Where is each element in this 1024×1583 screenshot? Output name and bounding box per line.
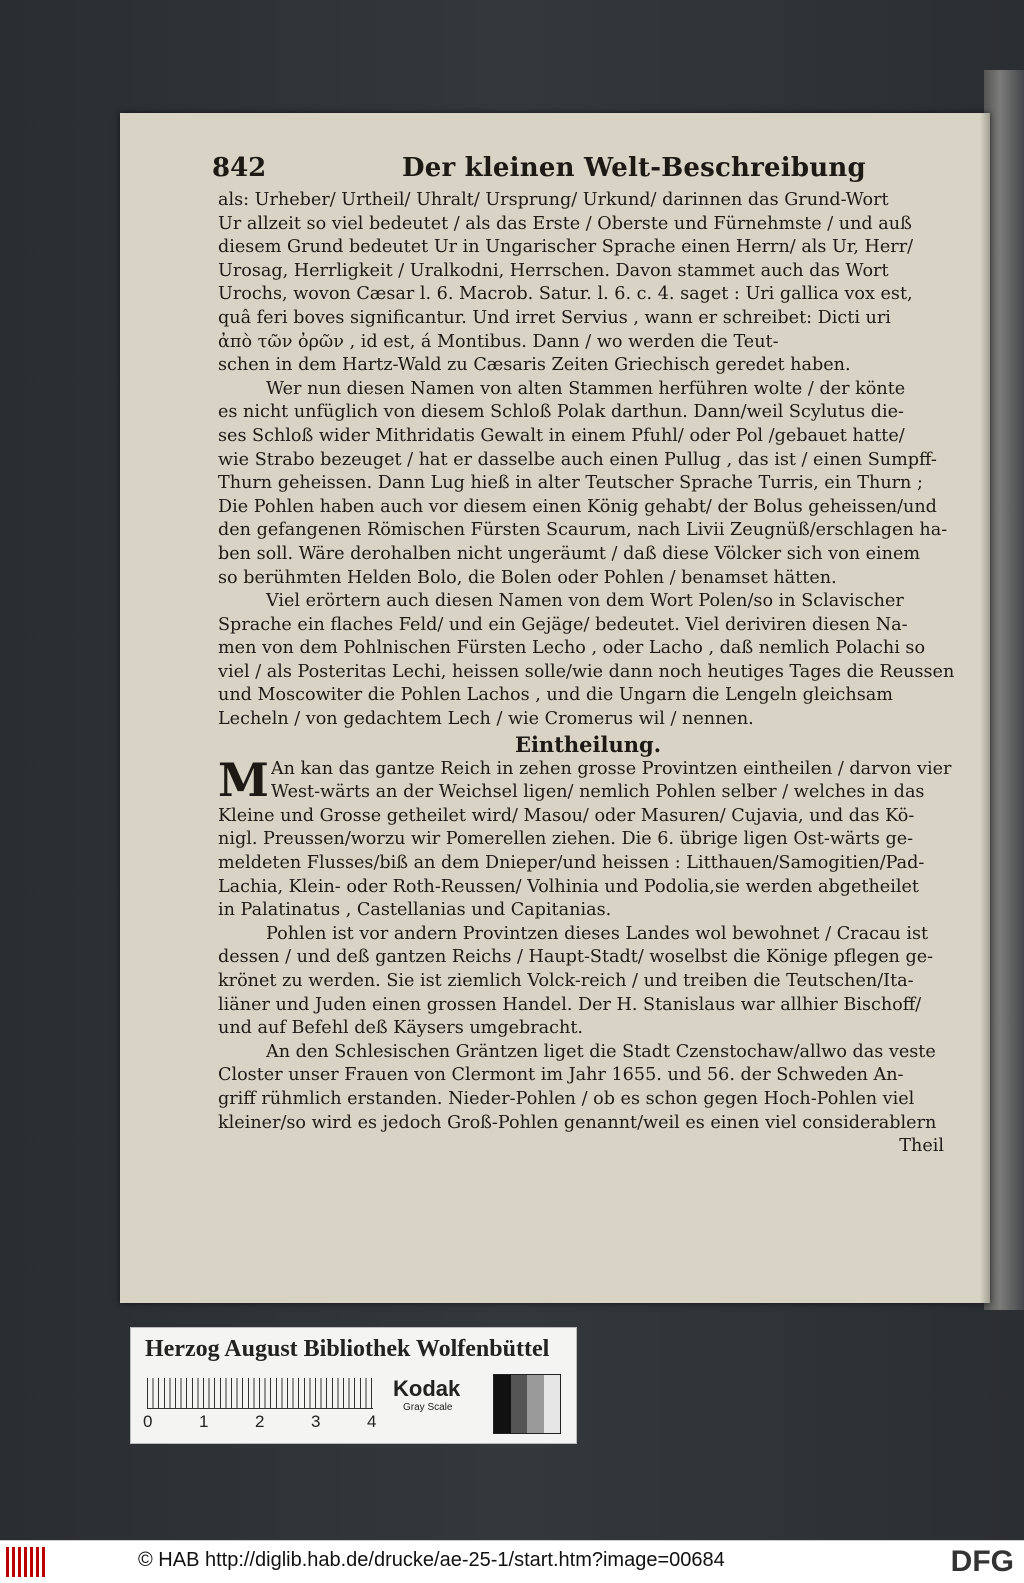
text-line: Lachia, Klein- oder Roth-Reussen/ Volhinia und Podolia,sie werden abgetheilet bbox=[218, 876, 919, 897]
paragraph-cracau bbox=[218, 923, 958, 1041]
text-line: nigl. Preussen/worzu wir Pomerellen ziehen. Die 6. übrige ligen Ost-wärts ge- bbox=[218, 829, 914, 850]
text-line: dessen / und deß gantzen Reichs / Haupt-Stadt/ woselbst die Könige pflegen ge- bbox=[218, 947, 934, 968]
ruler-label: 0 bbox=[143, 1412, 153, 1431]
gray-patch bbox=[527, 1375, 544, 1433]
text-line: Urochs, wovon Cæsar l. 6. Macrob. Satur. l. 6. c. 4. saget : Uri gallica vox est, bbox=[218, 284, 913, 305]
text-line: men von dem Pohlnischen Fürsten Lecho , oder Lacho , daß nemlich Polachi so bbox=[218, 638, 926, 659]
text-line: Sprache ein flaches Feld/ und ein Gejäge/ bedeutet. Viel deriviren diesen Na- bbox=[218, 614, 908, 635]
text-line: und auf Befehl deß Käysers umgebracht. bbox=[218, 1018, 584, 1039]
gray-patch bbox=[494, 1375, 511, 1433]
kodak-logo: Kodak bbox=[393, 1376, 461, 1401]
color-calibration-card bbox=[130, 1327, 577, 1444]
text-line: Lecheln / von gedachtem Lech / wie Cromerus wil / nennen. bbox=[218, 709, 754, 730]
text-line: Thurn geheissen. Dann Lug hieß in alter Teutscher Sprache Turris, ein Thurn ; bbox=[218, 473, 923, 494]
page-body bbox=[218, 189, 958, 1159]
text-line: Wer nun diesen Namen von alten Stammen herführen wolte / der könte bbox=[266, 378, 906, 399]
ruler-label: 1 bbox=[199, 1412, 209, 1431]
text-line: Viel erörtern auch diesen Namen von dem Wort Polen/so in Sclavischer bbox=[266, 591, 904, 612]
book-edge bbox=[984, 70, 1024, 1310]
ruler-label: 4 bbox=[367, 1412, 377, 1431]
text-line: als: Urheber/ Urtheil/ Uhralt/ Ursprung/ Urkund/ darinnen das Grund-Wort bbox=[218, 190, 889, 210]
text-line: An den Schlesischen Gräntzen liget die Stadt Czenstochaw/allwo das veste bbox=[266, 1041, 936, 1062]
section-heading: Eintheilung. bbox=[514, 731, 662, 757]
text-line: es nicht unfüglich von diesem Schloß Polak darthun. Dann/weil Scylutus die- bbox=[218, 402, 904, 423]
page-header bbox=[212, 153, 892, 191]
text-line: wie Strabo bezeuget / hat er dasselbe auch einen Pullug , das ist / einen Sumpff- bbox=[218, 449, 937, 470]
scale-ruler bbox=[147, 1378, 373, 1409]
dfg-logo: DFG bbox=[950, 1545, 1014, 1578]
text-line: Ur allzeit so viel bedeutet / als das Erste / Oberste und Fürnehmste / und auß bbox=[218, 213, 912, 234]
text-line: so berühmten Helden Bolo, die Bolen oder Pohlen / benamset hätten. bbox=[218, 567, 837, 588]
gray-scale-patches bbox=[493, 1374, 561, 1434]
text-line: liäner und Juden einen grossen Handel. Der H. Stanislaus war allhier Bischoff/ bbox=[218, 994, 922, 1015]
footer-bar bbox=[0, 1540, 1024, 1583]
gray-patch bbox=[511, 1375, 528, 1433]
text-line: Kleine und Grosse getheilet wird/ Masou/ oder Masuren/ Cujavia, und das Kö- bbox=[218, 805, 915, 826]
hab-barcode-icon bbox=[6, 1547, 46, 1577]
book-page bbox=[120, 113, 990, 1303]
text-line: An kan das gantze Reich in zehen grosse Provintzen eintheilen / darvon vier bbox=[270, 758, 952, 779]
text-line: krönet zu werden. Sie ist ziemlich Volck-reich / und treiben die Teutschen/Ita- bbox=[218, 971, 914, 991]
paragraph-division bbox=[218, 752, 958, 923]
text-line: Die Pohlen haben auch vor diesem einen König gehabt/ der Bolus geheissen/und bbox=[218, 496, 937, 517]
ruler-label: 2 bbox=[255, 1412, 265, 1431]
text-line: quâ feri boves significantur. Und irret Servius , wann er schreibet: Dicti uri bbox=[218, 307, 891, 328]
text-line: diesem Grund bedeutet Ur in Ungarischer Sprache einen Herrn/ als Ur, Herr/ bbox=[218, 237, 914, 258]
gray-patch bbox=[544, 1375, 561, 1433]
kodak-subtitle: Gray Scale bbox=[403, 1402, 453, 1413]
running-title: Der kleinen Welt-Beschreibung bbox=[402, 153, 866, 183]
drop-cap: M bbox=[218, 752, 269, 807]
text-line: schen in dem Hartz-Wald zu Cæsaris Zeiten Griechisch geredet haben. bbox=[218, 355, 851, 376]
text-line: griff rühmlich erstanden. Nieder-Pohlen / ob es schon gegen Hoch-Pohlen viel bbox=[218, 1088, 915, 1109]
text-line: viel / als Posteritas Lechi, heissen solle/wie dann noch heutiges Tages die Reussen bbox=[218, 661, 955, 682]
text-line: kleiner/so wird es jedoch Groß-Pohlen genannt/weil es einen viel considerablern bbox=[218, 1112, 937, 1133]
ruler-labels bbox=[143, 1412, 383, 1432]
institution-name: Herzog August Bibliothek Wolfenbüttel bbox=[145, 1336, 550, 1362]
paragraph-name-origin bbox=[218, 378, 958, 590]
text-line: ben soll. Wäre derohalben nicht ungeräumt / daß diese Völcker sich von einem bbox=[218, 543, 921, 564]
text-line: Urosag, Herrligkeit / Uralkodni, Herrschen. Davon stammet auch das Wort bbox=[218, 260, 889, 281]
paragraph-czenstochaw bbox=[218, 1041, 958, 1135]
footer-credit-link[interactable]: © HAB http://diglib.hab.de/drucke/ae-25-1/start.htm?image=00684 bbox=[138, 1549, 725, 1571]
text-line: in Palatinatus , Castellanias und Capitanias. bbox=[218, 900, 612, 921]
text-line: und Moscowiter die Pohlen Lachos , und die Ungarn die Lengeln gleichsam bbox=[218, 685, 893, 706]
catchword: Theil bbox=[899, 1136, 944, 1157]
text-line: den gefangenen Römischen Fürsten Scaurum, nach Livii Zeugnüß/erschlagen ha- bbox=[218, 520, 948, 541]
text-line: ses Schloß wider Mithridatis Gewalt in einem Pfuhl/ oder Pol /gebauet hatte/ bbox=[218, 425, 905, 446]
text-line: meldeten Flusses/biß an dem Dnieper/und heissen : Litthauen/Samogitien/Pad- bbox=[218, 853, 925, 874]
paragraph-polen-meaning bbox=[218, 590, 958, 732]
paragraph-intro bbox=[218, 189, 958, 378]
text-line: ἀπὸ τῶν ὀρῶν , id est, á Montibus. Dann / wo werden die Teut- bbox=[218, 331, 779, 352]
text-line: West-wärts an der Weichsel ligen/ nemlich Pohlen selber / welches in das bbox=[270, 782, 925, 803]
ruler-label: 3 bbox=[311, 1412, 321, 1431]
text-line: Pohlen ist vor andern Provintzen dieses Landes wol bewohnet / Cracau ist bbox=[266, 923, 929, 944]
page-number: 842 bbox=[212, 153, 267, 183]
text-line: Closter unser Frauen von Clermont im Jahr 1655. und 56. der Schweden An- bbox=[218, 1065, 904, 1086]
